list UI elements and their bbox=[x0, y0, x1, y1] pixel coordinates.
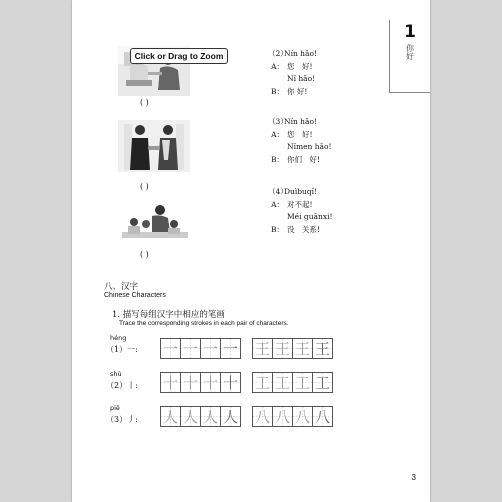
answer-blank-2[interactable]: ( ) bbox=[140, 182, 149, 191]
character-glyph: 十 bbox=[202, 374, 219, 392]
dialog-number: （3） bbox=[268, 117, 288, 126]
speaker-label: A： bbox=[271, 129, 284, 139]
tracing-cell[interactable] bbox=[180, 406, 201, 427]
tracing-cell[interactable] bbox=[292, 338, 313, 359]
character-glyph: 王 bbox=[294, 340, 311, 358]
dialog-line: 您 好! bbox=[287, 129, 313, 139]
character-glyph: 王 bbox=[274, 340, 291, 358]
character-glyph: 八 bbox=[274, 408, 291, 426]
tracing-cell[interactable] bbox=[252, 372, 273, 393]
character-glyph: 王 bbox=[314, 340, 331, 358]
speaker-label: B： bbox=[270, 154, 284, 164]
tracing-cell[interactable] bbox=[272, 406, 293, 427]
tracing-grid-a bbox=[160, 338, 240, 359]
stroke-label-1: （1）一: bbox=[106, 345, 138, 354]
tracing-cell[interactable] bbox=[252, 406, 273, 427]
character-glyph: 王 bbox=[254, 340, 271, 358]
tracing-cell[interactable] bbox=[160, 338, 181, 359]
tracing-cell[interactable] bbox=[272, 338, 293, 359]
photo-classroom bbox=[118, 202, 190, 244]
tracing-cell[interactable] bbox=[312, 338, 333, 359]
tracing-cell[interactable] bbox=[272, 372, 293, 393]
speaker-label: A： bbox=[271, 199, 284, 209]
dialog-line: 你们 好! bbox=[287, 154, 321, 164]
tracing-cell[interactable] bbox=[220, 372, 241, 393]
character-glyph: 人 bbox=[222, 408, 239, 426]
stroke-label-3: （3）丿: bbox=[106, 415, 138, 424]
tracing-cell[interactable] bbox=[180, 338, 201, 359]
tracing-cell[interactable] bbox=[160, 372, 181, 393]
tracing-cell[interactable] bbox=[292, 372, 313, 393]
exercise-subtitle: Trace the corresponding strokes in each pair of characters. bbox=[119, 320, 289, 327]
character-glyph: 人 bbox=[202, 408, 219, 426]
stroke-pinyin-2: shù bbox=[110, 370, 122, 378]
tracing-cell[interactable] bbox=[292, 406, 313, 427]
dialog-line: Méi guānxi! bbox=[287, 212, 333, 221]
section-subtitle: Chinese Characters bbox=[104, 292, 166, 299]
tracing-grid-b bbox=[252, 406, 332, 427]
tracing-grid-a bbox=[160, 372, 240, 393]
dialog-line: 对不起! bbox=[287, 199, 313, 209]
tracing-cell[interactable] bbox=[312, 406, 333, 427]
character-glyph: 工 bbox=[274, 374, 291, 392]
chapter-title: 你好 bbox=[405, 44, 415, 60]
character-glyph: 人 bbox=[182, 408, 199, 426]
character-glyph: 十 bbox=[182, 374, 199, 392]
stroke-pinyin-1: héng bbox=[110, 334, 127, 342]
tracing-cell[interactable] bbox=[220, 406, 241, 427]
character-glyph: 八 bbox=[314, 408, 331, 426]
dialog-line: Nǐmen hǎo! bbox=[287, 142, 332, 151]
character-glyph: 八 bbox=[294, 408, 311, 426]
character-glyph: 工 bbox=[314, 374, 331, 392]
dialog-4 bbox=[268, 186, 332, 236]
section-title: 八、汉字 bbox=[104, 282, 139, 292]
character-glyph: 一 bbox=[202, 340, 219, 358]
stroke-label-2: （2）丨: bbox=[106, 381, 138, 390]
character-glyph: 一 bbox=[162, 340, 179, 358]
character-glyph: 一 bbox=[222, 340, 239, 358]
character-glyph: 工 bbox=[254, 374, 271, 392]
speaker-label: A： bbox=[271, 61, 284, 71]
tracing-cell[interactable] bbox=[252, 338, 273, 359]
chapter-number: 1 bbox=[404, 22, 416, 42]
tracing-cell[interactable] bbox=[220, 338, 241, 359]
character-glyph: 一 bbox=[182, 340, 199, 358]
character-glyph: 八 bbox=[254, 408, 271, 426]
dialog-number: （4） bbox=[268, 187, 288, 196]
tracing-cell[interactable] bbox=[180, 372, 201, 393]
dialog-line: 你 好! bbox=[287, 86, 308, 96]
speaker-label: B： bbox=[270, 224, 284, 234]
tracing-cell[interactable] bbox=[312, 372, 333, 393]
tracing-grid-b bbox=[252, 338, 332, 359]
character-glyph: 工 bbox=[294, 374, 311, 392]
dialog-number: （2） bbox=[268, 49, 288, 58]
answer-blank-1[interactable]: ( ) bbox=[140, 98, 149, 107]
dialog-line: Nín hǎo! bbox=[284, 49, 318, 58]
character-glyph: 十 bbox=[222, 374, 239, 392]
page-number: 3 bbox=[411, 473, 416, 482]
character-glyph: 人 bbox=[162, 408, 179, 426]
tracing-grid-a bbox=[160, 406, 240, 427]
dialog-3 bbox=[268, 116, 332, 166]
tracing-cell[interactable] bbox=[200, 338, 221, 359]
tracing-cell[interactable] bbox=[200, 406, 221, 427]
dialog-line: 您 好! bbox=[287, 61, 313, 71]
textbook-page bbox=[72, 0, 430, 502]
exercise-title: 1. 描写每组汉字中相应的笔画 bbox=[112, 310, 225, 320]
dialog-line: Nín hǎo! bbox=[284, 117, 318, 126]
speaker-label: B： bbox=[270, 86, 284, 96]
dialog-line: Nǐ hǎo! bbox=[287, 74, 316, 83]
zoom-button[interactable]: Click or Drag to Zoom bbox=[130, 48, 228, 64]
photo-handshake bbox=[118, 120, 190, 172]
character-glyph: 十 bbox=[162, 374, 179, 392]
stroke-pinyin-3: piě bbox=[110, 404, 120, 412]
tracing-cell[interactable] bbox=[200, 372, 221, 393]
dialog-2 bbox=[268, 48, 317, 98]
chapter-tab bbox=[389, 20, 430, 93]
answer-blank-3[interactable]: ( ) bbox=[140, 250, 149, 259]
dialog-line: 没 关系! bbox=[287, 224, 321, 234]
tracing-grid-b bbox=[252, 372, 332, 393]
tracing-cell[interactable] bbox=[160, 406, 181, 427]
dialog-line: Duìbuqǐ! bbox=[284, 187, 318, 196]
